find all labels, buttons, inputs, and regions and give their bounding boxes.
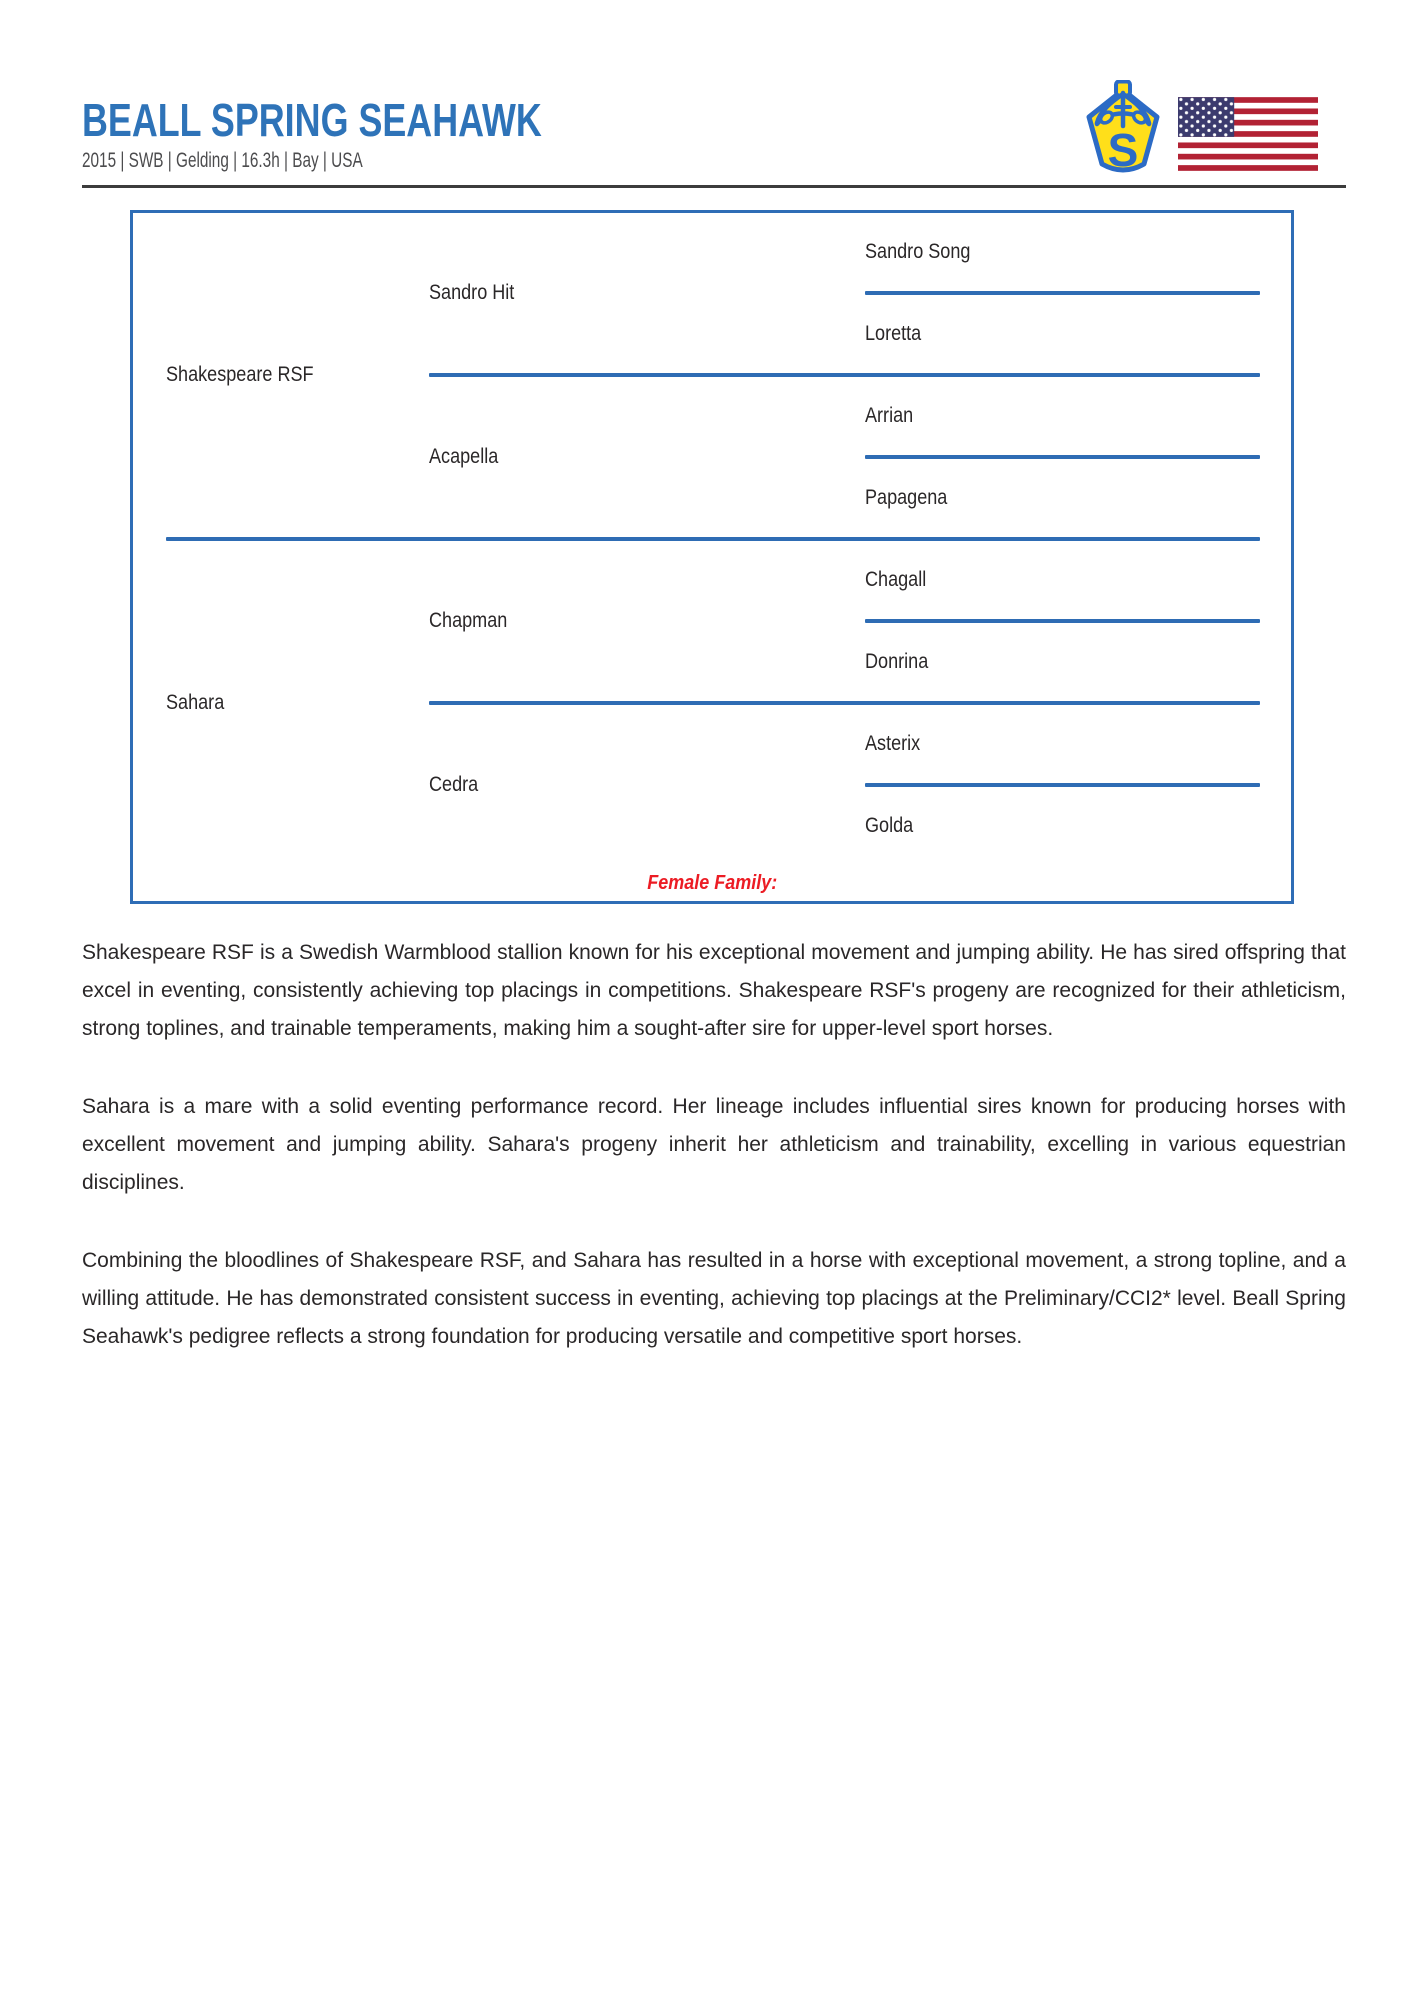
pedigree-cell-sire-sire [429, 213, 865, 373]
header-divider [82, 185, 1346, 188]
pedigree-cell-sire-sire-sire [865, 213, 1291, 291]
pedigree-cell-sire-dam-block [429, 377, 1291, 537]
page-header [82, 0, 1346, 175]
header-logos [1085, 80, 1346, 175]
swb-crown-shield-icon [1085, 80, 1161, 175]
female-family-row [133, 865, 1291, 901]
header-text-block [82, 80, 672, 173]
pedigree-sire-half [133, 213, 1291, 537]
pedigree-cell-sire-dam [429, 377, 865, 537]
pedigree-cell-dam [133, 541, 429, 865]
horse-name: Cedra [429, 773, 479, 796]
body-paragraph-sire: Shakespeare RSF is a Swedish Warmblood stallion known for his exceptional movement and jumping ability. He has sired offspring that excel in eventing, consistently achieving top placings in competitions. Shakespeare RSF's progeny are recognized for their athleticism, strong toplines, and trainable temperaments, making him a sought-after sire for upper-level sport horses. [82, 941, 1346, 1040]
body-paragraph-dam: Sahara is a mare with a solid eventing performance record. Her lineage includes influential sires known for producing horses with excellent movement and jumping ability. Sahara's progeny inherit her athleticism and trainability, excelling in various equestrian disciplines. [82, 1095, 1346, 1194]
pedigree-cell-sire-dam-sire [865, 377, 1291, 455]
pedigree-cell-dam-sire-sire [865, 541, 1291, 619]
horse-name: Shakespeare RSF [166, 363, 314, 386]
horse-name: Chagall [865, 568, 927, 591]
pedigree-cell-dam-sire [429, 541, 865, 701]
horse-name: Arrian [865, 404, 914, 427]
pedigree-cell-dam-sire-dam [865, 623, 1291, 701]
page-title: BEALL SPRING SEAHAWK [82, 94, 542, 146]
pedigree-cell-sire-sire-dam [865, 295, 1291, 373]
horse-name: Asterix [865, 732, 921, 755]
horse-name: Donrina [865, 650, 929, 673]
swb-logo-letter: S [1107, 124, 1139, 175]
horse-name: Papagena [865, 486, 948, 509]
horse-name: Chapman [429, 609, 508, 632]
pedigree-cell-dam-sire-block [429, 541, 1291, 701]
horse-details-line: 2015 | SWB | Gelding | 16.3h | Bay | USA [82, 149, 363, 173]
horse-name: Loretta [865, 322, 922, 345]
pedigree-cell-sire [133, 213, 429, 537]
pedigree-cell-dam-dam [429, 705, 865, 865]
horse-name: Acapella [429, 445, 499, 468]
pedigree-dam-half [133, 541, 1291, 865]
pedigree-table [130, 210, 1294, 904]
description-section [82, 934, 1346, 1356]
horse-name: Sandro Hit [429, 281, 515, 304]
pedigree-cell-dam-dam-sire [865, 705, 1291, 783]
usa-flag-icon [1178, 97, 1318, 171]
pedigree-cell-dam-dam-dam [865, 787, 1291, 865]
female-family-label: Female Family: [646, 871, 778, 894]
pedigree-cell-dam-dam-block [429, 705, 1291, 865]
pedigree-cell-sire-dam-dam [865, 459, 1291, 537]
pedigree-cell-sire-sire-block [429, 213, 1291, 373]
horse-name: Sandro Song [865, 240, 971, 263]
horse-name: Sahara [166, 691, 225, 714]
body-paragraph-combined: Combining the bloodlines of Shakespeare RSF, and Sahara has resulted in a horse with exceptional movement, a strong topline, and a willing attitude. He has demonstrated consistent success in eventing, achieving top placings at the Preliminary/CCI2* level. Beall Spring Seahawk's pedigree reflects a strong foundation for producing versatile and competitive sport horses. [82, 1249, 1346, 1348]
horse-name: Golda [865, 814, 914, 837]
